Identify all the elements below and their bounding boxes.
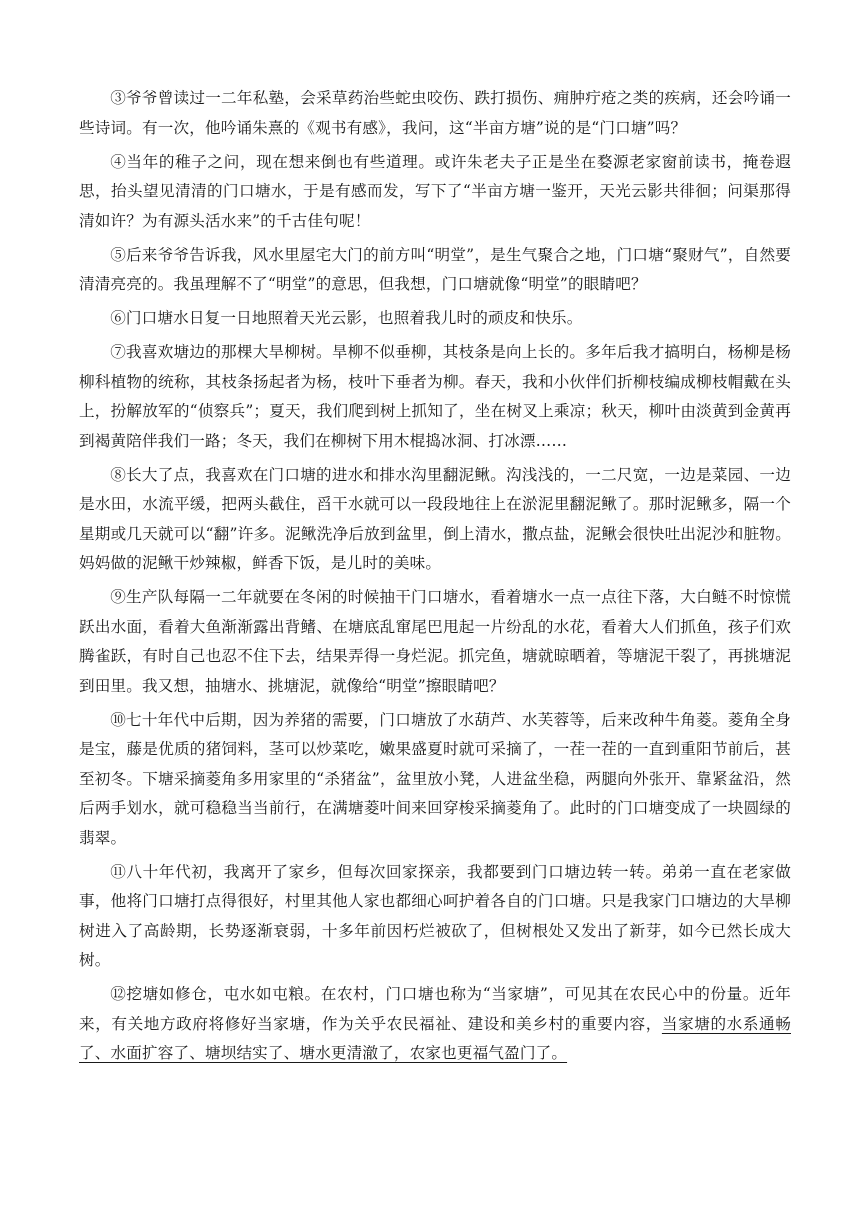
essay-body [79, 84, 791, 1073]
paragraph-7: ⑦我喜欢塘边的那棵大旱柳树。旱柳不似垂柳，其枝条是向上长的。多年后我才搞明白，杨柳是杨柳科植物的统称，其枝条扬起者为杨，枝叶下垂者为柳。春天，我和小伙伴们折柳枝编成柳枝帽戴在头上，扮解放军的“侦察兵”；夏天，我们爬到树上抓知了，坐在树叉上乘凉；秋天，柳叶由淡黄到金黄再到褐黄陪伴我们一路；冬天，我们在柳树下用木棍捣冰洞、打冰漂…… [79, 343, 791, 450]
paragraph-5: ⑤后来爷爷告诉我，风水里屋宅大门的前方叫“明堂”，是生气聚合之地，门口塘“聚财气”，自然要清清亮亮的。我虽理解不了“明堂”的意思，但我想，门口塘就像“明堂”的眼睛吧？ [79, 245, 791, 293]
paragraph-6: ⑥门口塘水日复一日地照着天光云影，也照着我儿时的顽皮和快乐。 [110, 309, 583, 327]
paragraph-3: ③爷爷曾读过一二年私塾，会采草药治些蛇虫咬伤、跌打损伤、痈肿疔疮之类的疾病，还会吟诵一些诗词。有一次，他吟诵朱熹的《观书有感》，我问，这“半亩方塘”说的是“门口塘”吗？ [79, 89, 791, 137]
paragraph-9: ⑨生产队每隔一二年就要在冬闲的时候抽干门口塘水，看着塘水一点一点往下落，大白鲢不时惊慌跃出水面，看着大鱼渐渐露出背鳍、在塘底乱窜尾巴甩起一片纷乱的水花，看着大人们抓鱼，孩子们欢腾雀跃，有时自己也忍不住下去，结果弄得一身烂泥。抓完鱼，塘就晾晒着，等塘泥干裂了，再挑塘泥到田里。我又想，抽塘水、挑塘泥，就像给“明堂”擦眼睛吧？ [79, 588, 791, 695]
paragraph-12-text: ⑫挖塘如修仓，屯水如屯粮。在农村，门口塘也称为“当家塘”，可见其在农民心中的份量。近年来，有关地方政府将修好当家塘，作为关乎农民福祉、建设和美乡村的重要内容， [79, 985, 791, 1033]
paragraph-11: ⑪八十年代初，我离开了家乡，但每次回家探亲，我都要到门口塘边转一转。弟弟一直在老家做事，他将门口塘打点得很好，村里其他人家也都细心呵护着各自的门口塘。只是我家门口塘边的大旱柳树进入了高龄期，长势逐渐衰弱，十多年前因朽烂被砍了，但树根处又发出了新芽，如今已然长成大树。 [79, 862, 791, 969]
paragraph-12 [79, 980, 791, 1069]
underlined-sentence: 当家塘的水系通畅了、水面扩容了、塘坝结实了、塘水更清澈了，农家也更福气盈门了。 [79, 1014, 791, 1062]
paragraph-8: ⑧长大了点，我喜欢在门口塘的进水和排水沟里翻泥鳅。沟浅浅的，一二尺宽，一边是菜园、一边是水田，水流平缓，把两头截住，舀干水就可以一段段地往上在淤泥里翻泥鳅了。那时泥鳅多，隔一个星期或几天就可以“翻”许多。泥鳅洗净后放到盆里，倒上清水，撒点盐，泥鳅会很快吐出泥沙和脏物。妈妈做的泥鳅干炒辣椒，鲜香下饭，是儿时的美味。 [79, 465, 791, 572]
paragraph-10: ⑩七十年代中后期，因为养猪的需要，门口塘放了水葫芦、水芙蓉等，后来改种牛角菱。菱角全身是宝，藤是优质的猪饲料，茎可以炒菜吃，嫩果盛夏时就可采摘了，一茬一茬的一直到重阳节前后，甚至初冬。下塘采摘菱角多用家里的“杀猪盆”，盆里放小凳，人进盆坐稳，两腿向外张开、靠紧盆沿，然后两手划水，就可稳稳当当前行，在满塘菱叶间来回穿梭采摘菱角了。此时的门口塘变成了一块圆绿的翡翠。 [79, 710, 791, 847]
paragraph-4: ④当年的稚子之问，现在想来倒也有些道理。或许朱老夫子正是坐在婺源老家窗前读书，掩卷遐思，抬头望见清清的门口塘水，于是有感而发，写下了“半亩方塘一鉴开，天光云影共徘徊；问渠那得清如许？为有源头活水来”的千古佳句呢！ [79, 152, 791, 230]
